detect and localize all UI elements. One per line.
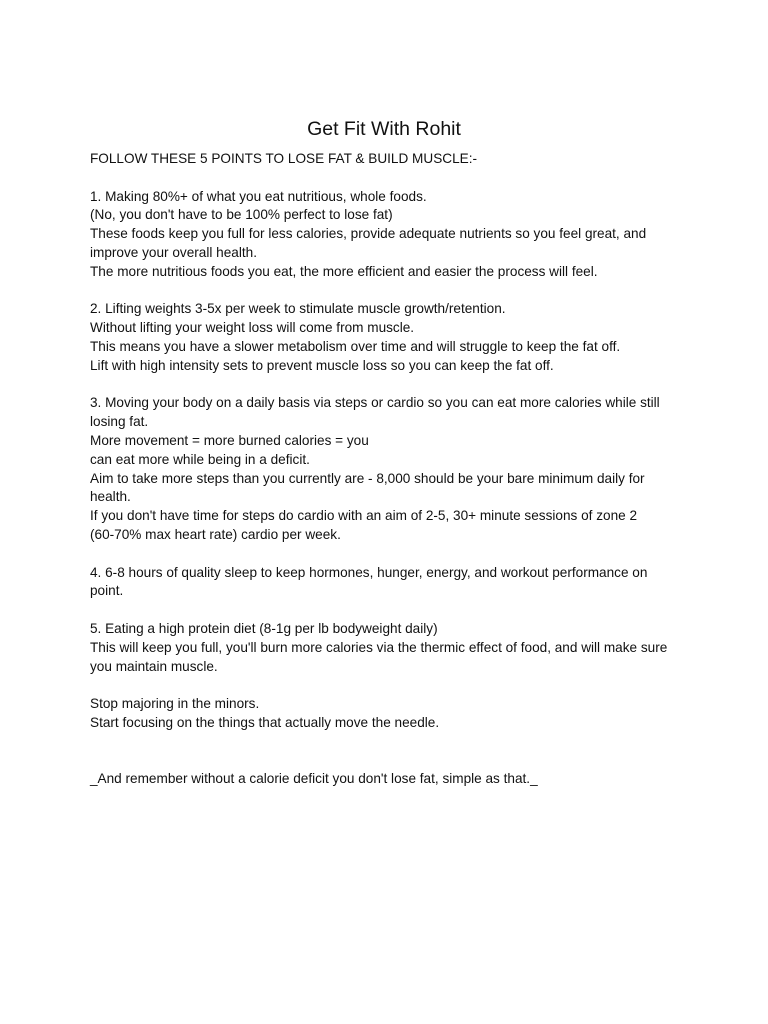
point-2-line-4: Lift with high intensity sets to prevent muscle loss so you can keep the fat off. [90, 357, 554, 373]
paragraph-spacer [90, 601, 690, 620]
point-3-line-5: Aim to take more steps than you currently are - 8,000 should be your bare minimum daily for [90, 470, 645, 486]
paragraph-spacer [90, 282, 690, 301]
point-5-line-1: 5. Eating a high protein diet (8-1g per lb bodyweight daily) [90, 620, 438, 636]
point-2-line-1: 2. Lifting weights 3-5x per week to stimulate muscle growth/retention. [90, 301, 506, 317]
point-4-line-2: point. [90, 583, 124, 599]
point-1-line-4: improve your overall health. [90, 244, 257, 260]
point-3-line-3: More movement = more burned calories = you [90, 432, 369, 448]
document-heading: FOLLOW THESE 5 POINTS TO LOSE FAT & BUILD MUSCLE:- [90, 151, 478, 166]
point-2-line-3: This means you have a slower metabolism over time and will struggle to keep the fat off. [90, 338, 621, 354]
point-1-line-1: 1. Making 80%+ of what you eat nutritious, whole foods. [90, 188, 427, 204]
point-5-line-3: you maintain muscle. [90, 658, 218, 674]
point-5-line-2: This will keep you full, you'll burn more calories via the thermic effect of food, and will make sure [90, 639, 668, 655]
point-3 [90, 394, 690, 544]
point-2-line-2: Without lifting your weight loss will come from muscle. [90, 320, 415, 336]
point-5 [90, 620, 690, 676]
point-3-line-8: (60-70% max heart rate) cardio per week. [90, 526, 341, 542]
point-3-line-7: If you don't have time for steps do cardio with an aim of 2-5, 30+ minute sessions of zone 2 [90, 508, 638, 524]
point-1 [90, 188, 690, 282]
document-title: Get Fit With Rohit [307, 118, 461, 140]
summary-paragraph [90, 695, 690, 733]
paragraph-spacer [90, 545, 690, 564]
point-1-line-3: These foods keep you full for less calories, provide adequate nutrients so you feel great, and [90, 226, 647, 242]
point-1-line-2: (No, you don't have to be 100% perfect to lose fat) [90, 207, 393, 223]
point-4-line-1: 4. 6-8 hours of quality sleep to keep hormones, hunger, energy, and workout performance on [90, 564, 648, 580]
document-body [90, 150, 690, 789]
summary-line-1: Stop majoring in the minors. [90, 696, 260, 712]
summary-line-2: Start focusing on the things that actually move the needle. [90, 714, 440, 730]
point-4 [90, 564, 690, 602]
point-2 [90, 300, 690, 375]
paragraph-spacer [90, 169, 690, 188]
point-3-line-1: 3. Moving your body on a daily basis via steps or cardio so you can eat more calories while still [90, 395, 660, 411]
point-3-line-2: losing fat. [90, 414, 149, 430]
closing-note: _And remember without a calorie deficit you don't lose fat, simple as that._ [90, 771, 538, 787]
point-3-line-6: health. [90, 489, 131, 505]
point-3-line-4: can eat more while being in a deficit. [90, 451, 310, 467]
paragraph-spacer [90, 676, 690, 695]
point-1-line-5: The more nutritious foods you eat, the more efficient and easier the process will feel. [90, 263, 598, 279]
paragraph-spacer [90, 733, 690, 771]
paragraph-spacer [90, 376, 690, 395]
